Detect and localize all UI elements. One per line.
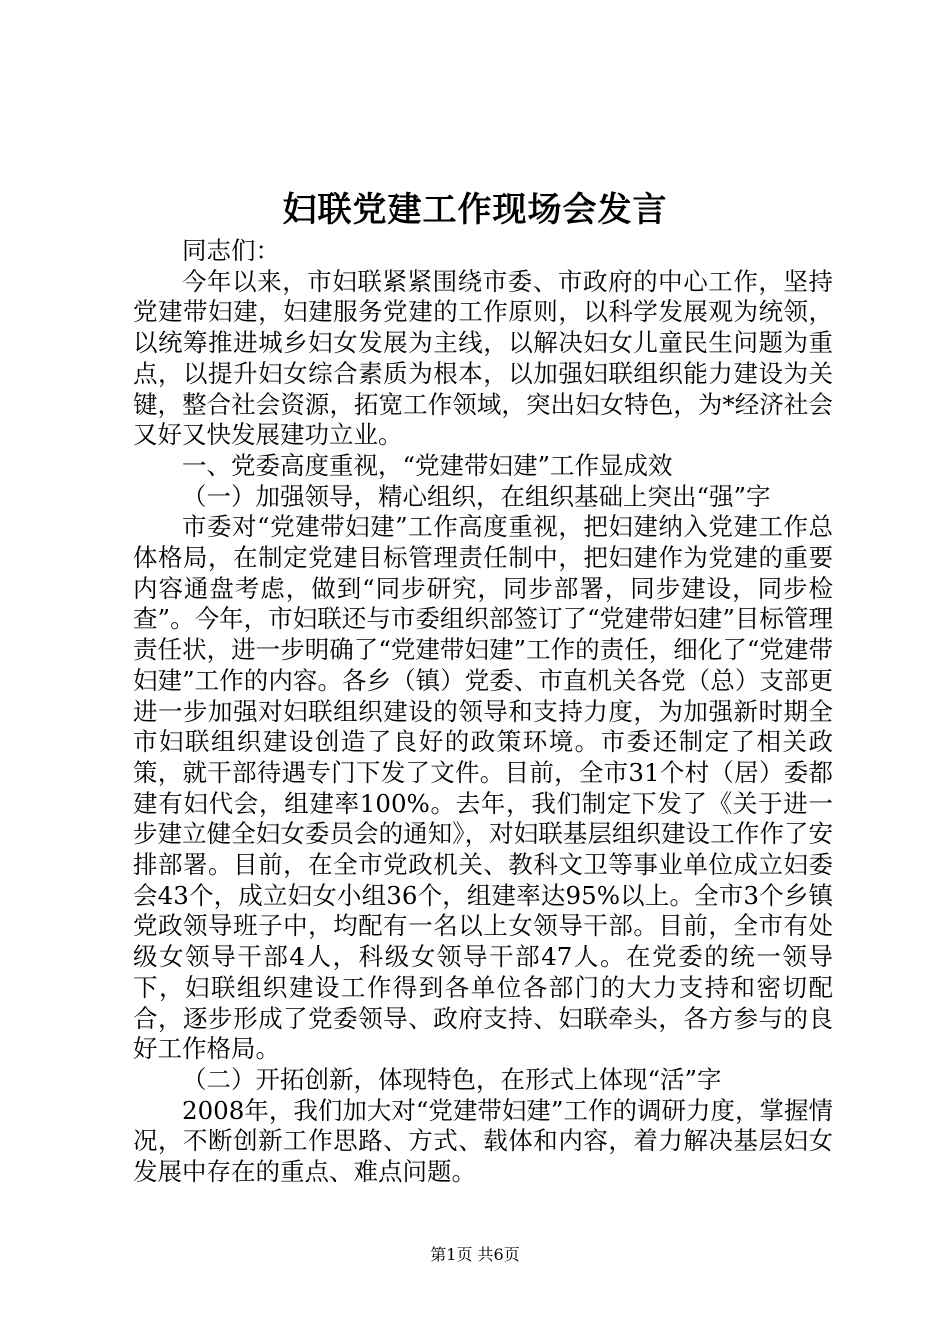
document-body	[133, 236, 833, 1188]
document-title: 妇联党建工作现场会发言	[282, 190, 668, 230]
salutation-paragraph: 同志们：	[182, 236, 280, 265]
body-paragraph-2: 2008年，我们加大对“党建带妇建”工作的调研力度，掌握情况，不断创新工作思路、方式、载体和内容，着力解决基层妇女发展中存在的重点、难点问题。	[133, 1095, 833, 1187]
subsection-heading-1: （一）加强领导，精心组织，在组织基础上突出“强”字	[182, 481, 771, 511]
subsection-heading-2: （二）开拓创新，体现特色，在形式上体现“活”字	[182, 1064, 722, 1094]
page-footer: 第1页 共6页	[430, 1245, 520, 1264]
intro-paragraph: 今年以来，市妇联紧紧围绕市委、市政府的中心工作，坚持党建带妇建，妇建服务党建的工作原则，以科学发展观为统领，以统筹推进城乡妇女发展为主线，以解决妇女儿童民生问题为重点，以提升妇女综合素质为根本，以加强妇联组织能力建设为关键，整合社会资源，拓宽工作领域，突出妇女特色，为*经济社会又好又快发展建功立业。	[133, 266, 833, 450]
body-paragraph-1: 市委对“党建带妇建”工作高度重视，把妇建纳入党建工作总体格局，在制定党建目标管理责任制中，把妇建作为党建的重要内容通盘考虑，做到“同步研究，同步部署，同步建设，同步检查”。今年，市妇联还与市委组织部签订了“党建带妇建”目标管理责任状，进一步明确了“党建带妇建”工作的责任，细化了“党建带妇建”工作的内容。各乡（镇）党委、市直机关各党（总）支部更进一步加强对妇联组织建设的领导和支持力度，为加强新时期全市妇联组织建设创造了良好的政策环境。市委还制定了相关政策，就干部待遇专门下发了文件。目前，全市31个村（居）委都建有妇代会，组建率100%。去年，我们制定下发了《关于进一步建立健全妇女委员会的通知》，对妇联基层组织建设工作作了安排部署。目前，在全市党政机关、教科文卫等事业单位成立妇委会43个，成立妇女小组36个，组建率达95%以上。全市3个乡镇党政领导班子中，均配有一名以上女领导干部。目前，全市有处级女领导干部4人，科级女领导干部47人。在党委的统一领导下，妇联组织建设工作得到各单位各部门的大力支持和密切配合，逐步形成了党委领导、政府支持、妇联牵头，各方参与的良好工作格局。	[133, 512, 833, 1064]
section-heading-1: 一、党委高度重视，“党建带妇建”工作显成效	[182, 450, 673, 480]
